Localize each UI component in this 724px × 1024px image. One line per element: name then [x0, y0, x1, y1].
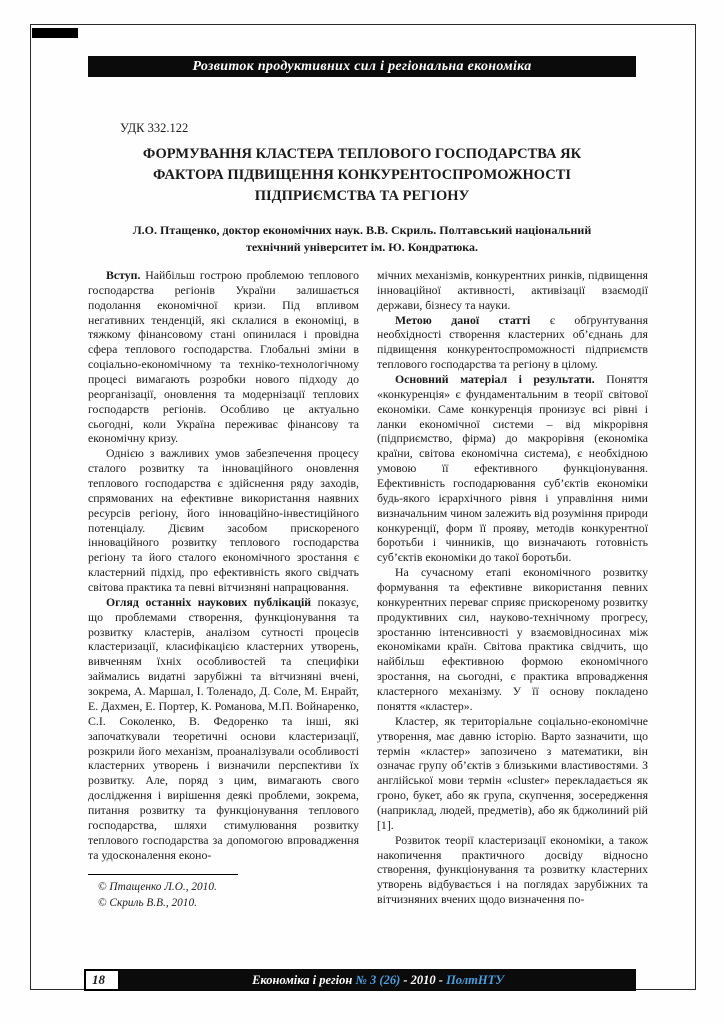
footnote-divider — [88, 874, 238, 875]
left-column-paragraphs — [88, 268, 359, 862]
page-number: 18 — [92, 972, 105, 987]
left-column — [88, 268, 359, 911]
footnotes-list — [88, 880, 359, 911]
paragraph: Розвиток теорії кластеризації економіки, а також накопичення практичного досвіду відносно створення, функціонування та розвитку кластерних утворень відбувається і на поглядах зарубіжних та вітчизняних вчених щодо визначення по- — [377, 832, 648, 907]
running-head: Розвиток продуктивних сил і регіональна економіка — [192, 58, 532, 74]
paragraph: Вступ. Найбільш гострою проблемою теплового господарства регіонів України залишається подолання економічної кризи. Під впливом негативних тенденцій, які склалися в економіці, в тяжкому фінансовому стані опинилася і провідна сфера теплового господарства. Глобальні зміни в соціально-економічному та техніко-технологічному процесі вимагають розробки нового підходу до реорганізації, оновлення та модернізації теплових господарств регіонів. Особливо це актуально сьогодні, коли Україна переживає фінансову та економічну кризу. — [88, 268, 359, 446]
paragraph: Основний матеріал і результати. Поняття «конкуренція» є фундаментальним в теорії світової економіки. Саме конкуренція пронизує всі рівні і ланки економічної системи – від мікрорівня (підприємство, фірма) до макрорівня (економіка країни, світова економічна система), є необхідною умовою її ефективного функціонування. Ефективність господарювання суб’єктів економіки будь-якого ієрархічного рівня і управління ними визначальним чином залежить від розуміння природи конкуренції, форм її прояву, методів конкурентної боротьби і чинників, що визначають готовність суб’єктів економіки до такої боротьби. — [377, 372, 648, 565]
running-head-bar — [88, 56, 636, 77]
footer-bar — [120, 969, 636, 991]
footnotes — [88, 874, 359, 911]
paragraph-lead: Вступ. — [106, 268, 141, 282]
right-column — [377, 268, 648, 911]
footer-text-segment: Економіка і регіон — [252, 972, 356, 987]
paragraph: Огляд останніх наукових публікацій показує, що проблемами створення, функціонування та розвитку кластерів, аналізом сутності процесів кластеризації, класифікацією кластерних утворень, вивченням їхніх особливостей та специфіки займались видатні зарубіжні та вітчизняні вчені, зокрема, А. Маршал, І. Толенадо, Д. Соле, М. Енрайт, Е. Дахмен, Е. Портер, К. Романова, М.П. Войнаренко, С.І. Соколенко, В. Федоренко та інші, які започаткували теоретичні основи кластеризації, розкрили його механізм, проаналізували особливості кластерних утворень і визначили перспективи їх розвитку. Але, поряд з цим, вимагають свого дослідження і вирішення деякі проблеми, зокрема, питання розвитку та функціонування теплового господарства, шляхи стимулювання розвитку теплового господарства за допомогою впровадження та удосконалення еконо- — [88, 594, 359, 862]
body-columns — [88, 268, 648, 911]
corner-mark — [32, 28, 78, 38]
paragraph: Кластер, як територіальне соціально-економічне утворення, має давню історію. Варто зазначити, що термін «кластер» запозичено з математики, він означає групу об’єктів з близькими властивостями. З англійської мови термін «cluster» перекладається як гроно, букет, або як група, скупчення, зосередження (наприклад, людей, предметів), або як бджолиний рій [1]. — [377, 713, 648, 832]
page-number-box — [84, 969, 120, 991]
udc-code: УДК 332.122 — [120, 121, 189, 135]
article-authors: Л.О. Птащенко, доктор економічних наук. В.В. Скриль. Полтавський національний технічний університет ім. Ю. Кондратюка. — [132, 223, 592, 254]
paragraph: Однією з важливих умов забезпечення процесу сталого розвитку та інноваційного оновлення теплового господарства є здійснення ряду заходів, спрямованих на ефективне використання наявних ресурсів регіону, його інноваційно-інвестиційного потенціалу. Дієвим засобом прискореного інноваційного розвитку теплового господарства регіону та його сталого економічного зростання є кластерний підхід, про ефективність якого свідчать світова практика та певні вітчизняні напрацювання. — [88, 446, 359, 595]
footer-text-segment: - 2010 - — [400, 972, 447, 987]
paragraph-lead: Основний матеріал і результати. — [395, 372, 595, 387]
paragraph: Метою даної статті є обґрунтування необхідності створення кластерних об’єднань для підвищення конкурентоспроможності підприємств теплового господарства та регіону в цілому. — [377, 312, 649, 372]
footer — [84, 969, 636, 991]
paragraph-lead: Огляд останніх наукових публікацій — [106, 594, 312, 609]
paragraph: мічних механізмів, конкурентних ринків, підвищення інноваційної активності, активізації взаємодії держави, бізнесу та науки. — [377, 268, 648, 312]
paragraph-lead: Метою даної статті — [395, 312, 531, 327]
right-column-paragraphs — [377, 268, 648, 907]
footer-text-segment: № 3 (26) — [355, 972, 401, 987]
article-title: ФОРМУВАННЯ КЛАСТЕРА ТЕПЛОВОГО ГОСПОДАРСТВА ЯК ФАКТОРА ПІДВИЩЕННЯ КОНКУРЕНТОСПРОМОЖНОСТІ ПІДПРИЄМСТВА ТА РЕГІОНУ — [142, 146, 582, 205]
footer-text-segment: ПолтНТУ — [446, 972, 504, 987]
footnote: © Скриль В.В., 2010. — [98, 896, 197, 909]
footnote: © Птащенко Л.О., 2010. — [98, 881, 217, 894]
paragraph: На сучасному етапі економічного розвитку формування та ефективне використання певних конкурентних переваг сприяє прискореному розвитку продуктивних сил, науково-технічному прогресу, зростанню інтенсивності у взаємовідносинах між економіками країн. Світова практика свідчить, що найбільш ефективною формою економічного зростання, на сьогодні, є практика впровадження кластерного механізму. У її основу покладено поняття «кластер». — [377, 565, 648, 713]
